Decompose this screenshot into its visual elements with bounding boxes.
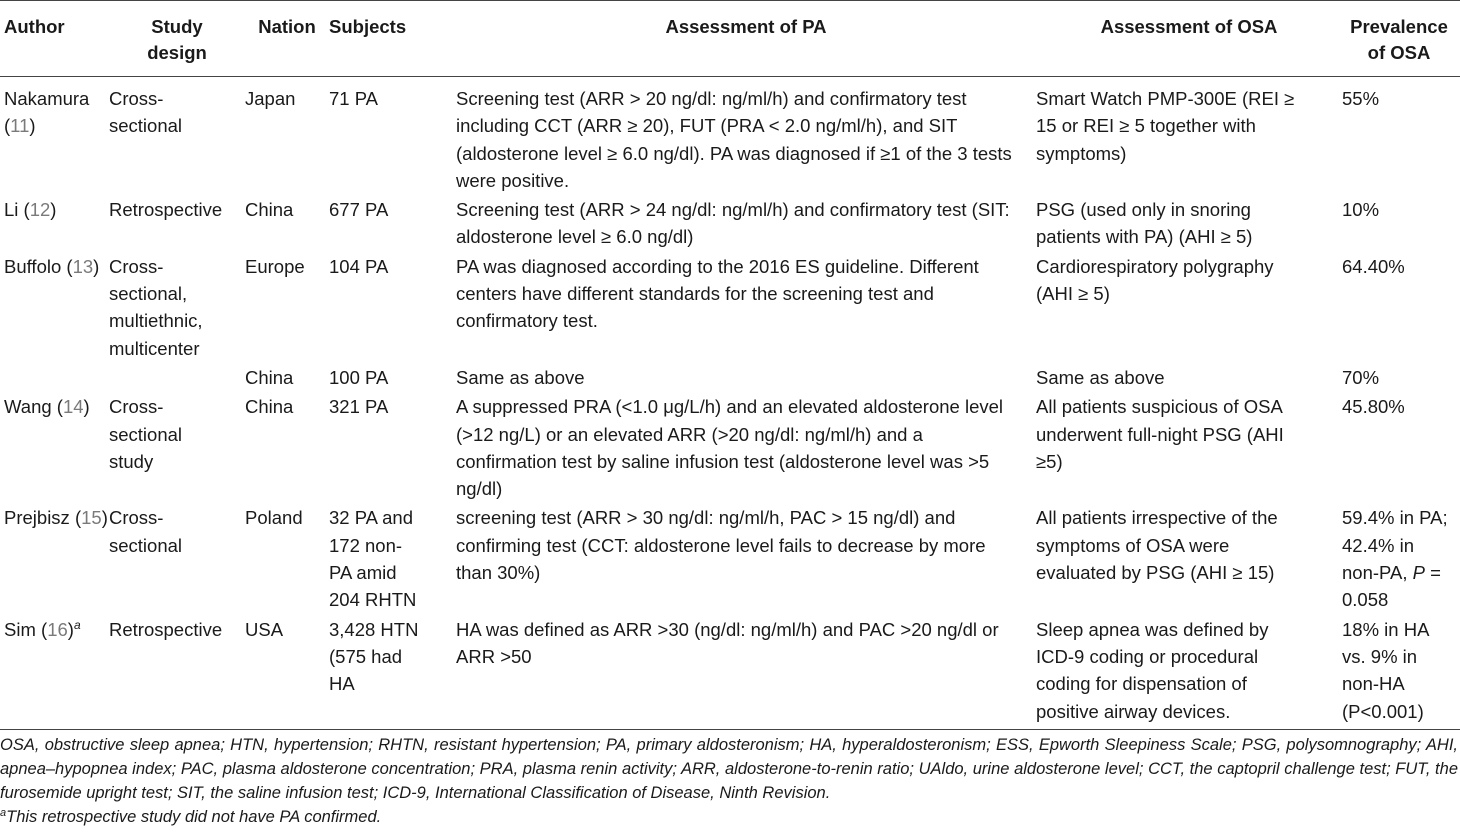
subjects-text: 321 PA bbox=[329, 396, 389, 418]
nation-text: China bbox=[245, 366, 294, 388]
cell-osa bbox=[1036, 614, 1342, 730]
table-row bbox=[0, 362, 1460, 391]
design-text: Cross-sectional study bbox=[109, 396, 183, 472]
subjects-text: 104 PA bbox=[329, 255, 389, 277]
reference-link[interactable]: 13 bbox=[72, 255, 94, 277]
abbreviations-footnote: OSA, obstructive sleep apnea; HTN, hypertension; RHTN, resistant hypertension; PA, primary aldosteronism; HA, hyperaldosteronism; ESS, Epworth Sleepiness Scale; PSG, polysomnography; AHI, apnea–hypopnea index; PAC, plasma aldosterone concentration; PRA, plasma renin activity; ARR, aldosterone-to-renin ratio; UAldo, urine aldosterone level; CCT, the captopril challenge test; FUT, the furosemide upright test; SIT, the saline infusion test; ICD-9, International Classification of Disease, Ninth Revision. bbox=[0, 736, 1458, 802]
cell-author bbox=[0, 362, 109, 391]
cell-design bbox=[109, 614, 245, 730]
design-text: Retrospective bbox=[109, 618, 223, 640]
subjects-text: 3,428 HTN (575 had HA bbox=[329, 618, 419, 695]
cell-design bbox=[109, 502, 245, 613]
osa-text: Same as above bbox=[1036, 366, 1165, 388]
author-name: Buffolo bbox=[4, 255, 62, 277]
header-assessment-pa: Assessment of PA bbox=[456, 1, 1036, 77]
cell-design bbox=[109, 194, 245, 251]
footnote-text: This retrospective study did not have PA confirmed. bbox=[6, 808, 382, 826]
superscript-a-footnote bbox=[0, 805, 1458, 829]
table-row bbox=[0, 251, 1460, 362]
osa-text: Cardiorespiratory polygraphy (AHI ≥ 5) bbox=[1036, 255, 1274, 305]
author-name: Nakamura bbox=[4, 88, 90, 109]
subjects-text: 100 PA bbox=[329, 366, 389, 388]
nation-text: Poland bbox=[245, 507, 303, 529]
subjects-text: 71 PA bbox=[329, 88, 379, 109]
header-subjects: Subjects bbox=[329, 1, 456, 77]
cell-design bbox=[109, 362, 245, 391]
cell-prevalence bbox=[1342, 502, 1460, 613]
osa-text: Smart Watch PMP-300E (REI ≥ 15 or REI ≥ 5 together with symptoms) bbox=[1036, 88, 1295, 164]
cell-prevalence bbox=[1342, 614, 1460, 730]
osa-text: Sleep apnea was defined by ICD-9 coding or procedural coding for dispensation of positive airway devices. bbox=[1036, 618, 1269, 722]
cell-nation bbox=[245, 502, 329, 613]
pa-text: PA was diagnosed according to the 2016 ES guideline. Different centers have different standards for the screening test and confirmatory test. bbox=[456, 255, 979, 332]
cell-author: Nakamura (11) bbox=[4, 88, 90, 137]
reference-link[interactable]: 11 bbox=[10, 115, 30, 137]
nation-text: China bbox=[245, 396, 294, 418]
osa-text: All patients irrespective of the symptoms of OSA were evaluated by PSG (AHI ≥ 15) bbox=[1036, 507, 1278, 584]
author-name: Sim bbox=[4, 618, 36, 640]
reference-link[interactable]: 15 bbox=[81, 507, 102, 529]
cell-subjects bbox=[329, 251, 456, 362]
cell-author: Sim $(16)^a$ bbox=[0, 614, 109, 730]
cell-osa bbox=[1036, 362, 1342, 391]
cell-design bbox=[109, 391, 245, 502]
pa-text: Screening test (ARR > 20 ng/dl: ng/ml/h) and confirmatory test including CCT (ARR ≥ 20), FUT (PRA < 2.0 ng/ml/h), and SIT (aldosterone level ≥ 6.0 ng/dl). PA was diagnosed if ≥1 of the 3 tests were positive. bbox=[456, 88, 1012, 191]
cell-nation bbox=[245, 251, 329, 362]
prevalence-text: 55% bbox=[1342, 88, 1380, 109]
cell-osa bbox=[1036, 391, 1342, 502]
cell-author: Wang (14) bbox=[4, 396, 90, 418]
cell-prevalence bbox=[1342, 251, 1460, 362]
cell-nation bbox=[245, 391, 329, 502]
footnote-marker: a bbox=[73, 617, 81, 632]
cell-prevalence bbox=[1342, 391, 1460, 502]
osa-text: All patients suspicious of OSA underwent full-night PSG (AHI ≥5) bbox=[1036, 396, 1284, 472]
table-row bbox=[0, 391, 1460, 502]
cell-pa bbox=[456, 194, 1036, 251]
cell-prevalence bbox=[1342, 362, 1460, 391]
cell-pa bbox=[456, 614, 1036, 730]
nation-text: Japan bbox=[245, 88, 296, 109]
cell-pa bbox=[456, 391, 1036, 502]
table-row bbox=[0, 194, 1460, 251]
pa-text: Screening test (ARR > 24 ng/dl: ng/ml/h) and confirmatory test (SIT: aldosterone level ≥ 6.0 ng/dl) bbox=[456, 199, 1010, 248]
reference-link[interactable]: 16 bbox=[47, 618, 68, 640]
cell-prevalence bbox=[1342, 77, 1460, 195]
prevalence-text: 70% bbox=[1342, 366, 1380, 388]
osa-text: PSG (used only in snoring patients with PA) (AHI ≥ 5) bbox=[1036, 199, 1253, 248]
cell-subjects bbox=[329, 77, 456, 195]
cell-subjects bbox=[329, 362, 456, 391]
prevalence-text: 18% in HA vs. 9% in non-HA (P<0.001) bbox=[1342, 618, 1429, 722]
cell-author: Li (12) bbox=[4, 199, 57, 221]
reference-link[interactable]: 14 bbox=[62, 396, 84, 418]
cell-osa bbox=[1036, 77, 1342, 195]
cell-nation bbox=[245, 77, 329, 195]
cell-nation bbox=[245, 362, 329, 391]
prevalence-text: 45.80% bbox=[1342, 396, 1405, 418]
nation-text: Europe bbox=[245, 255, 305, 277]
cell-subjects bbox=[329, 194, 456, 251]
header-prevalence: Prevalence of OSA bbox=[1342, 1, 1460, 77]
table-row bbox=[0, 614, 1460, 730]
cell-author: Prejbisz (15) bbox=[4, 507, 108, 529]
header-author: Author bbox=[0, 1, 109, 77]
header-nation: Nation bbox=[245, 1, 329, 77]
design-text: Cross-sectional, multiethnic, multicenter bbox=[109, 255, 203, 359]
header-study-design: Study design bbox=[109, 1, 245, 77]
cell-osa bbox=[1036, 502, 1342, 613]
cell-author: Buffolo (13) bbox=[4, 255, 100, 277]
cell-pa bbox=[456, 77, 1036, 195]
subjects-text: 677 PA bbox=[329, 199, 389, 221]
prevalence-text: 64.40% bbox=[1342, 255, 1405, 277]
table-header bbox=[0, 1, 1460, 77]
cell-nation bbox=[245, 614, 329, 730]
design-text: Cross-sectional bbox=[109, 88, 183, 137]
author-name: Prejbisz bbox=[4, 507, 70, 529]
cell-design bbox=[109, 77, 245, 195]
design-text: Retrospective bbox=[109, 199, 223, 221]
cell-subjects bbox=[329, 614, 456, 730]
footnote-marker: a bbox=[0, 807, 7, 819]
author-name: Wang bbox=[4, 396, 52, 418]
table-row bbox=[0, 77, 1460, 195]
cell-pa bbox=[456, 251, 1036, 362]
table-row bbox=[0, 502, 1460, 613]
cell-pa bbox=[456, 502, 1036, 613]
cell-pa bbox=[456, 362, 1036, 391]
cell-prevalence bbox=[1342, 194, 1460, 251]
cell-nation bbox=[245, 194, 329, 251]
table-footnotes bbox=[0, 733, 1458, 829]
author-name: Li bbox=[4, 199, 19, 221]
cell-osa bbox=[1036, 194, 1342, 251]
nation-text: USA bbox=[245, 618, 284, 640]
prevalence-text: 10% bbox=[1342, 199, 1380, 221]
subjects-text: 32 PA and 172 non-PA amid 204 RHTN bbox=[329, 507, 417, 611]
pa-text: Same as above bbox=[456, 366, 585, 388]
cell-subjects bbox=[329, 502, 456, 613]
design-text: Cross-sectional bbox=[109, 507, 183, 556]
reference-link[interactable]: 12 bbox=[29, 199, 51, 221]
nation-text: China bbox=[245, 199, 294, 221]
table-body bbox=[0, 77, 1460, 730]
cell-design bbox=[109, 251, 245, 362]
cell-subjects bbox=[329, 391, 456, 502]
prevalence-text: 59.4% in PA; 42.4% in non-PA, P = 0.058 bbox=[1342, 507, 1448, 611]
pa-text: screening test (ARR > 30 ng/dl: ng/ml/h, PAC > 15 ng/dl) and confirming test (CCT: aldosterone level fails to decrease by more than 30%) bbox=[456, 507, 986, 584]
pa-text: HA was defined as ARR >30 (ng/dl: ng/ml/h) and PAC >20 ng/dl or ARR >50 bbox=[456, 618, 999, 667]
pa-text: A suppressed PRA (<1.0 μg/L/h) and an elevated aldosterone level (>12 ng/L) or an elevated ARR (>20 ng/dl: ng/ml/h) and a confirmation test by saline infusion test (aldosterone level was >5 ng/dl) bbox=[456, 396, 1004, 500]
cell-osa bbox=[1036, 251, 1342, 362]
header-assessment-osa: Assessment of OSA bbox=[1036, 1, 1342, 77]
